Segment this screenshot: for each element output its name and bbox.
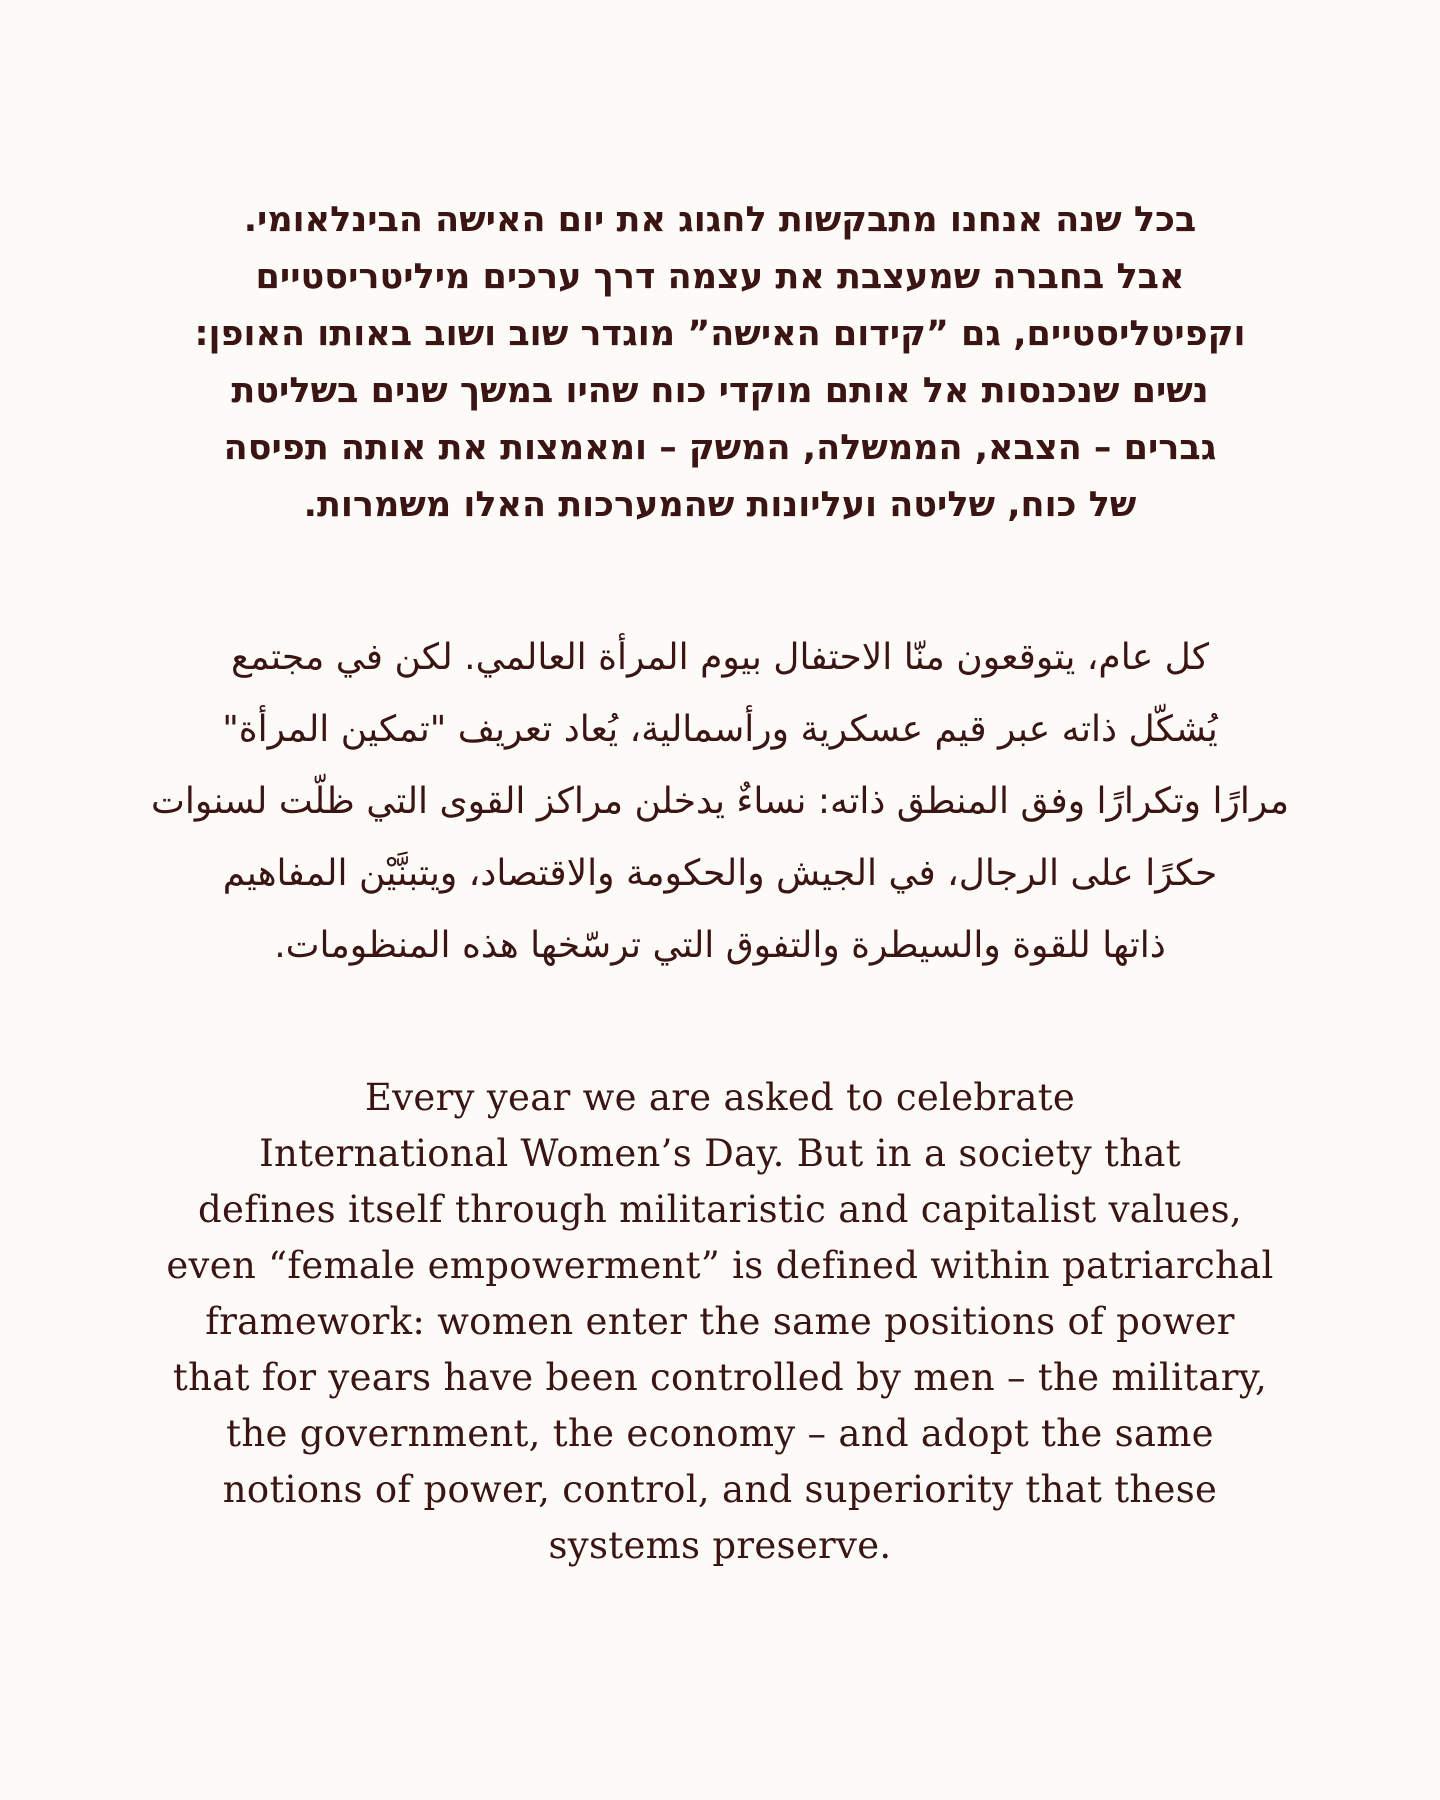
english-line: notions of power, control, and superiority that these <box>222 1468 1218 1511</box>
english-paragraph <box>90 1070 1350 1574</box>
arabic-line: حكرًا على الرجال، في الجيش والحكومة والاقتصاد، ويتبنَّيْن المفاهيم <box>222 853 1218 894</box>
english-line: systems preserve. <box>548 1524 892 1567</box>
arabic-line: مرارًا وتكرارًا وفق المنطق ذاته: نساءٌ يدخلن مراكز القوى التي ظلّت لسنوات <box>150 781 1290 822</box>
english-line: even “female empowerment” is defined within patriarchal <box>166 1244 1274 1287</box>
hebrew-line: וקפיטליסטיים, גם ”קידום האישה” מוגדר שוב ושוב באותו האופן: <box>194 314 1246 354</box>
english-line: that for years have been controlled by men – the military, <box>172 1356 1268 1399</box>
hebrew-line: בכל שנה אנחנו מתבקשות לחגוג את יום האישה הבינלאומי. <box>243 200 1197 240</box>
english-line: defines itself through militaristic and capitalist values, <box>198 1188 1242 1231</box>
english-line: the government, the economy – and adopt the same <box>226 1412 1214 1455</box>
arabic-paragraph <box>90 622 1350 982</box>
hebrew-paragraph <box>90 192 1350 534</box>
arabic-line: كل عام، يتوقعون منّا الاحتفال بيوم المرأة العالمي. لكن في مجتمع <box>230 637 1210 678</box>
arabic-line: ذاتها للقوة والسيطرة والتفوق التي ترسّخها هذه المنظومات. <box>274 925 1166 966</box>
hebrew-line: של כוח, שליטה ועליונות שהמערכות האלו משמרות. <box>303 485 1137 525</box>
hebrew-line: נשים שנכנסות אל אותם מוקדי כוח שהיו במשך שנים בשליטת <box>231 371 1209 411</box>
english-line: framework: women enter the same positions of power <box>205 1300 1235 1343</box>
hebrew-line: גברים – הצבא, הממשלה, המשק – ומאמצות את אותה תפיסה <box>223 428 1217 468</box>
arabic-line: يُشكّل ذاته عبر قيم عسكرية ورأسمالية، يُعاد تعريف "تمكين المرأة" <box>222 709 1218 750</box>
english-line: Every year we are asked to celebrate <box>364 1076 1076 1119</box>
hebrew-line: אבל בחברה שמעצבת את עצמה דרך ערכים מיליטריסטיים <box>255 257 1185 297</box>
english-line: International Women’s Day. But in a society that <box>259 1132 1181 1175</box>
